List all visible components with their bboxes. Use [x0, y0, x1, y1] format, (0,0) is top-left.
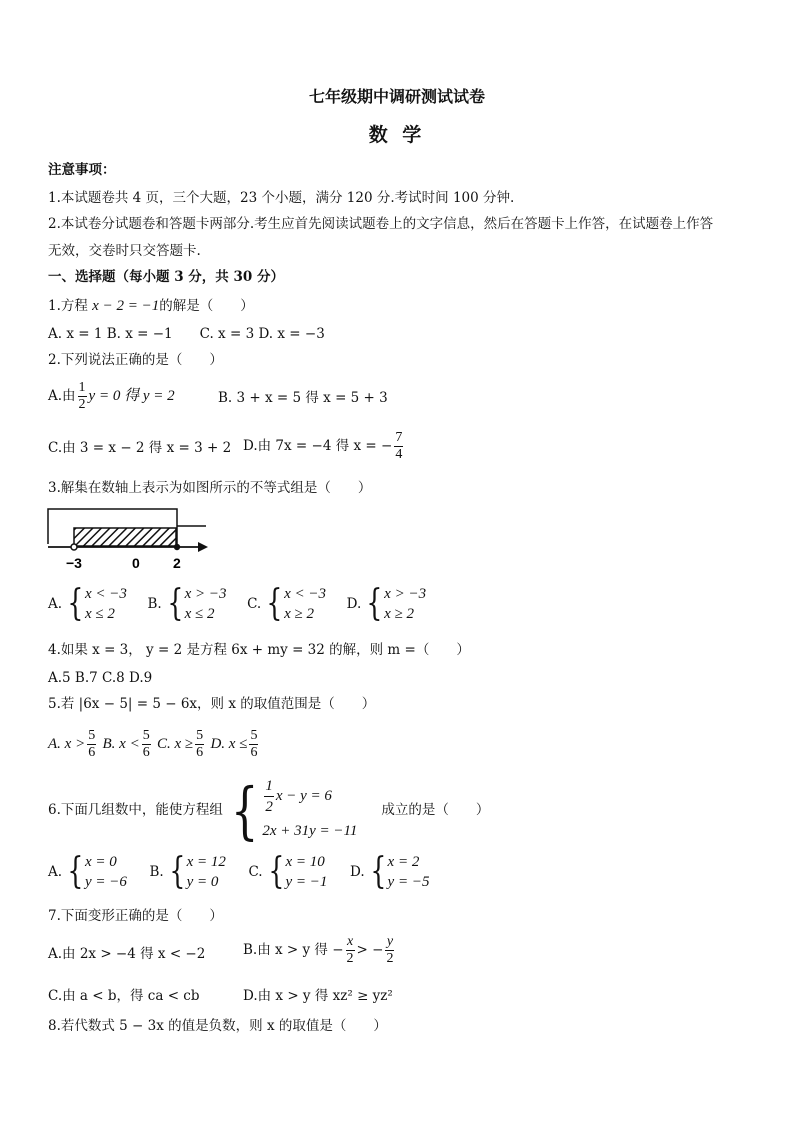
q7-option-a: A.由 2x > −4 得 x < −2: [48, 946, 206, 962]
q6-row2: 2x + 31y = −11: [262, 823, 358, 839]
axis-arrow: [198, 542, 208, 552]
q6-option-a: [48, 851, 129, 892]
brace-icon: {: [268, 851, 285, 892]
q3-option-d: [346, 583, 428, 624]
q5-options: [48, 728, 260, 761]
q7-option-b: [243, 934, 396, 967]
q7-b-den2: 2: [386, 951, 394, 966]
q1-stem-a: 1.方程: [48, 298, 93, 314]
q5-a-num: 5: [88, 728, 96, 743]
brace-icon: {: [366, 583, 383, 624]
q3-option-a: [48, 583, 129, 624]
note-2-line1: 2.本试卷分试题卷和答题卡两部分.考生应首先阅读试题卷上的文字信息，然后在答题卡上作答，在试题卷上作答: [48, 216, 714, 232]
q6-row1: [262, 776, 357, 817]
q8-stem: 8.若代数式 5 − 3x 的值是负数，则 x 的取值是（ ）: [48, 1018, 387, 1034]
q6-c-row2: y = −1: [285, 874, 328, 890]
subject-title: 数 学: [368, 124, 426, 146]
q6-b-label: B.: [149, 863, 164, 880]
q6-option-c: [248, 851, 329, 892]
q3-b-label: B.: [147, 595, 162, 612]
q5-d-num: 5: [250, 728, 258, 743]
q2-option-d: [243, 430, 405, 463]
q5-c-num: 5: [196, 728, 204, 743]
q4-stem: 4.如果 x = 3， y = 2 是方程 6x + my = 32 的解，则 m =（ ）: [48, 642, 470, 658]
q5-d-den: 6: [250, 745, 258, 760]
note-2-line2: 无效，交卷时只交答题卡.: [48, 243, 201, 259]
q6-a-row1: x = 0: [84, 854, 117, 870]
q3-option-c: [247, 583, 328, 624]
notes-heading: 注意事项：: [48, 162, 116, 178]
q5-b-den: 6: [142, 745, 150, 760]
q7-b-pre: B.由 x > y 得 −: [243, 942, 344, 958]
brace-icon: {: [167, 583, 184, 624]
q2-a-den: 2: [78, 397, 86, 412]
q3-c-row1: x < −3: [284, 586, 327, 602]
q2-option-a: [48, 380, 175, 413]
hatched-region: [74, 528, 176, 546]
q7-option-c: C.由 a < b，得 ca < cb: [48, 988, 200, 1004]
brace-icon: {: [370, 851, 387, 892]
q5-option-b: [102, 728, 153, 760]
q3-c-row2: x ≥ 2: [284, 606, 315, 622]
q1-equation: x − 2 = −1: [92, 298, 160, 314]
q2-d-den: 4: [395, 447, 403, 462]
q3-options: [48, 584, 428, 624]
number-line-figure: [46, 506, 216, 574]
brace-icon: {: [266, 583, 283, 624]
q5-b-pre: B. x <: [102, 736, 140, 752]
axis-label-neg3: −3: [66, 555, 82, 571]
q3-a-row1: x < −3: [84, 586, 127, 602]
q5-d-pre: D. x ≤: [210, 736, 248, 752]
q6-option-d: [350, 851, 431, 892]
q6-options: [48, 852, 431, 892]
q5-c-pre: C. x ≥: [157, 736, 194, 752]
axis-label-2: 2: [173, 555, 181, 571]
q3-b-row2: x ≤ 2: [184, 606, 215, 622]
q2-a-rest: y = 0 得 y = 2: [88, 388, 175, 404]
q6-r1-rest: x − y = 6: [275, 787, 332, 804]
q5-stem: 5.若 |6x − 5| = 5 − 6x，则 x 的取值范围是（ ）: [48, 696, 376, 712]
q6-a-label: A.: [48, 863, 63, 880]
brace-icon: {: [169, 851, 186, 892]
q4-options: A.5 B.7 C.8 D.9: [48, 670, 153, 686]
q3-c-label: C.: [247, 595, 262, 612]
q2-stem: 2.下列说法正确的是（ ）: [48, 352, 223, 368]
q3-stem: 3.解集在数轴上表示为如图所示的不等式组是（ ）: [48, 480, 372, 496]
open-point-neg3: [71, 544, 77, 550]
brace-icon: {: [67, 583, 84, 624]
q5-c-den: 6: [196, 745, 204, 760]
q1-options: A. x = 1 B. x = −1 C. x = 3 D. x = −3: [48, 326, 325, 342]
q1-stem: [48, 296, 254, 316]
q5-option-d: [210, 728, 260, 760]
q3-option-b: [147, 583, 228, 624]
brace-icon: {: [230, 773, 259, 847]
q6-equation-system: [225, 773, 358, 847]
q7-stem: 7.下面变形正确的是（ ）: [48, 908, 223, 924]
q2-a-pre: A.由: [48, 388, 76, 404]
q5-a-pre: A. x >: [48, 736, 86, 752]
q6-r1-num: 1: [265, 778, 273, 794]
q6-b-row1: x = 12: [186, 854, 226, 870]
q7-b-num2: y: [386, 934, 394, 949]
q2-a-num: 1: [78, 380, 86, 395]
q5-option-a: [48, 728, 98, 760]
note-1: 1.本试题卷共 4 页，三个大题，23 个小题，满分 120 分.考试时间 100 分钟.: [48, 190, 515, 206]
q7-b-den1: 2: [346, 951, 354, 966]
q7-option-d: D.由 x > y 得 xz² ≥ yz²: [243, 988, 393, 1004]
q1-stem-b: 的解是（ ）: [159, 298, 254, 314]
q6-d-row1: x = 2: [387, 854, 420, 870]
q6-c-row1: x = 10: [285, 854, 325, 870]
q6-a-row2: y = −6: [84, 874, 127, 890]
q5-option-c: [157, 728, 206, 760]
q6-stem-a: 6.下面几组数中，能使方程组: [48, 802, 223, 818]
q3-d-row2: x ≥ 2: [384, 606, 415, 622]
closed-point-2: [174, 544, 180, 550]
q6-stem: [48, 773, 490, 847]
exam-title: 七年级期中调研测试试卷: [308, 87, 485, 106]
q3-a-label: A.: [48, 595, 63, 612]
q5-b-num: 5: [142, 728, 150, 743]
q7-b-mid: > −: [356, 942, 384, 958]
q2-a-fraction: [78, 380, 87, 413]
q6-stem-b: 成立的是（ ）: [381, 802, 490, 818]
q3-b-row1: x > −3: [184, 586, 227, 602]
q6-r1-den: 2: [264, 796, 274, 817]
q5-a-den: 6: [88, 745, 96, 760]
axis-label-0: 0: [132, 555, 140, 571]
brace-icon: {: [67, 851, 84, 892]
q6-option-b: [149, 851, 227, 892]
q3-a-row2: x ≤ 2: [84, 606, 115, 622]
q2-option-b: B. 3 + x = 5 得 x = 5 + 3: [218, 390, 388, 406]
q6-b-row2: y = 0: [186, 874, 219, 890]
q2-option-c: C.由 3 = x − 2 得 x = 3 + 2: [48, 440, 232, 456]
q3-d-label: D.: [346, 595, 362, 612]
section-heading: 一、选择题（每小题 3 分，共 30 分）: [48, 269, 284, 285]
q2-d-pre: D.由 7x = −4 得 x = −: [243, 438, 393, 454]
q3-d-row1: x > −3: [384, 586, 427, 602]
q7-b-num1: x: [346, 934, 354, 949]
q2-d-fraction: [394, 430, 403, 463]
q6-d-row2: y = −5: [387, 874, 430, 890]
q6-d-label: D.: [350, 863, 365, 880]
q2-d-num: 7: [395, 430, 403, 445]
q6-c-label: C.: [248, 863, 263, 880]
